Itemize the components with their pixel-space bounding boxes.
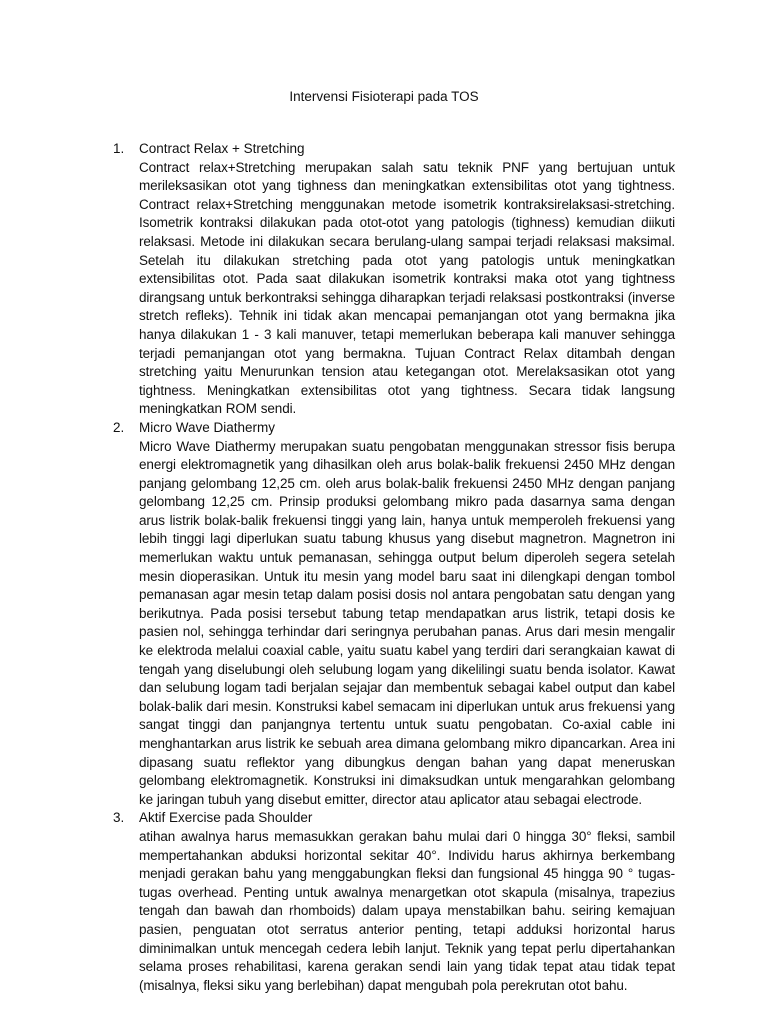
section-body: Micro Wave Diathermy merupakan suatu pengobatan menggunakan stressor fisis berupa energi elektromagnetik yang dihasilkan oleh arus bolak-balik frekuensi 2450 MHz dengan panjang gelombang 12,25 cm. oleh arus bolak-balik frekuensi 2450 MHz dengan panjang gelombang 12,25 cm. Prinsip produksi gelombang mikro pada dasarnya sama dengan arus listrik bolak-balik frekuensi tinggi yang lain, hanya untuk memperoleh frekuensi yang lebih tinggi lagi diperlukan suatu tabung khusus yang disebut magnetron. Magnetron ini memerlukan waktu untuk pemanasan, sehingga output belum diperoleh segera setelah mesin dioperasikan. Untuk itu mesin yang model baru saat ini dilengkapi dengan tombol pemanasan agar mesin tetap dalam posisi dosis nol antara pengobatan satu dengan yang berikutnya. Pada posisi tersebut tabung tetap mendapatkan arus listrik, tetapi dosis ke pasien nol, sehingga terhindar dari seringnya perubahan panas. Arus dari mesin mengalir ke elektroda melalui coaxial cable, yaitu suatu kabel yang terdiri dari serangkaian kawat di tengah yang diselubungi oleh selubung logam yang dikelilingi suatu benda isolator. Kawat dan selubung logam tadi berjalan sejajar dan membentuk sebagai kabel output dan kabel bolak-balik dari mesin. Konstruksi kabel semacam ini diperlukan untuk arus frekuensi yang sangat tinggi dan panjangnya tertentu untuk suatu pengobatan. Co-axial cable ini menghantarkan arus listrik ke sebuah area dimana gelombang mikro dipancarkan. Area ini dipasang suatu reflektor yang dibungkus dengan bahan yang dapat meneruskan gelombang elektromagnetik. Konstruksi ini dimaksudkan untuk mengarahkan gelombang ke jaringan tubuh yang disebut emitter, director atau aplicator atau sebagai electrode. [139, 438, 675, 807]
list-item-micro-wave-diathermy [113, 419, 675, 809]
list-number: 1. [113, 141, 125, 156]
document-title: Intervensi Fisioterapi pada TOS [289, 89, 479, 104]
section-heading: Aktif Exercise pada Shoulder [139, 810, 313, 826]
intervention-list [113, 140, 675, 995]
section-heading: Contract Relax + Stretching [139, 141, 305, 156]
list-item-contract-relax [113, 140, 675, 419]
section-heading: Micro Wave Diathermy [139, 419, 276, 435]
list-number: 3. [113, 810, 125, 826]
section-body: Contract relax+Stretching merupakan salah satu teknik PNF yang bertujuan untuk merileksasikan otot yang tighness dan meningkatkan extensibilitas otot yang tightness. Contract relax+Stretching menggunakan metode isometrik kontraksirelaksasi-stretching. Isometrik kontraksi dilakukan pada otot-otot yang patologis (tighness) kemudian diikuti relaksasi. Metode ini dilakukan secara berulang-ulang sampai terjadi relaksasi maksimal. Setelah itu dilakukan stretching pada otot yang patologis untuk meningkatkan extensibilitas otot. Pada saat dilakukan isometrik kontraksi maka otot yang tightness dirangsang untuk berkontraksi sehingga diharapkan terjadi relaksasi postkontraksi (inverse stretch refleks). Tehnik ini tidak akan mencapai pemanjangan otot yang bermakna jika hanya dilakukan 1 - 3 kali manuver, tetapi memerlukan beberapa kali manuver sehingga terjadi pemanjangan otot yang bermakna. Tujuan Contract Relax ditambah dengan stretching yaitu Menurunkan tension atau ketegangan otot. Merelaksasikan otot yang tightness. Meningkatkan extensibilitas otot yang tightness. Secara tidak langsung meningkatkan ROM sendi. [139, 159, 675, 417]
list-item-aktif-exercise [113, 809, 675, 995]
list-number: 2. [113, 419, 125, 435]
section-body: atihan awalnya harus memasukkan gerakan bahu mulai dari 0 hingga 30° fleksi, sambil mempertahankan abduksi horizontal sekitar 40°. Individu harus akhirnya berkembang menjadi gerakan bahu yang menggabungkan fleksi dan fungsional 45 hingga 90 ° tugas-tugas overhead. Penting untuk awalnya menargetkan otot skapula (misalnya, trapezius tengah dan bawah dan rhomboids) dalam upaya menstabilkan bahu. seiring kemajuan pasien, penguatan otot serratus anterior penting, tetapi adduksi horizontal harus diminimalkan untuk mencegah cedera lebih lanjut. Teknik yang tepat perlu dipertahankan selama proses rehabilitasi, karena gerakan sendi lain yang tidak tepat atau tidak tepat (misalnya, fleksi siku yang berlebihan) dapat mengubah pola perekrutan otot bahu. [139, 828, 675, 993]
